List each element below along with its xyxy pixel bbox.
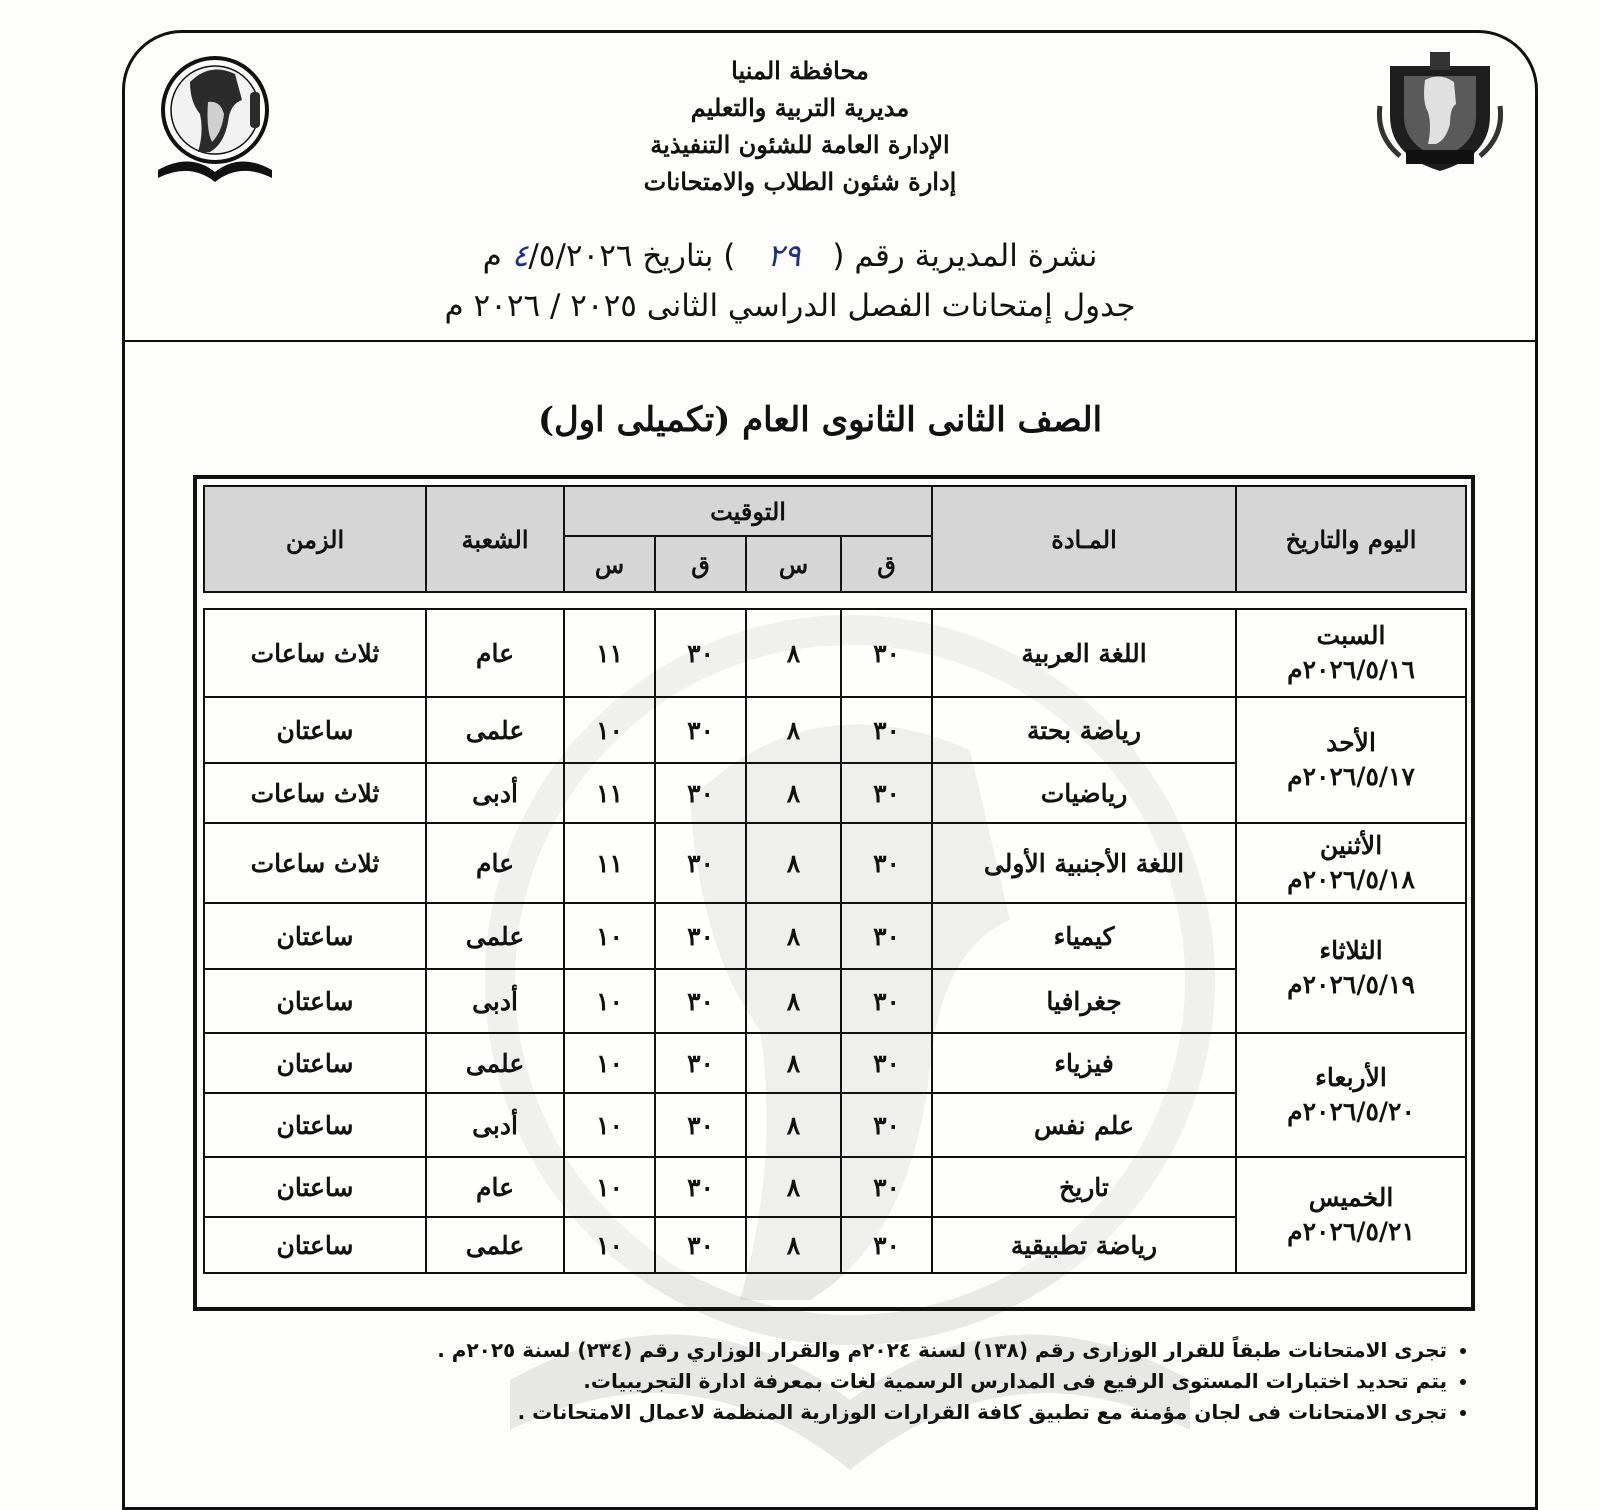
subject-cell: كيمياء	[932, 903, 1236, 969]
start-hour-cell: ٨	[746, 1157, 841, 1217]
table-row	[204, 1033, 1466, 1093]
header-subject: المـادة	[932, 486, 1236, 592]
header-timing: التوقيت	[564, 486, 932, 536]
duration-cell: ساعتان	[204, 903, 426, 969]
end-hour-cell: ١٠	[564, 1157, 655, 1217]
header-divider	[124, 340, 1536, 342]
day-date-cell	[1236, 609, 1466, 697]
subject-cell: تاريخ	[932, 1157, 1236, 1217]
org-line-governorate: محافظة المنيا	[731, 56, 869, 85]
end-hour-cell: ١١	[564, 763, 655, 823]
table-row	[204, 609, 1466, 697]
duration-cell: ساعتان	[204, 697, 426, 763]
end-minutes-cell: ٣٠	[655, 1033, 746, 1093]
table-row	[204, 903, 1466, 969]
start-hour-cell: ٨	[746, 1033, 841, 1093]
org-line-general-admin: الإدارة العامة للشئون التنفيذية	[650, 130, 950, 159]
day-name: السبت	[1316, 621, 1386, 650]
end-hour-cell: ١٠	[564, 1033, 655, 1093]
start-minutes-cell: ٣٠	[841, 1157, 932, 1217]
day-date-cell	[1236, 1157, 1466, 1273]
table-row	[204, 823, 1466, 903]
bulletin-day: ٤	[511, 238, 529, 274]
header-end-hour: س	[564, 536, 655, 592]
end-hour-cell: ١٠	[564, 969, 655, 1033]
day-date-cell	[1236, 1033, 1466, 1157]
end-minutes-cell: ٣٠	[655, 969, 746, 1033]
bulletin-prefix: نشرة المديرية رقم (	[832, 238, 1098, 274]
start-hour-cell: ٨	[746, 609, 841, 697]
subject-cell: اللغة الأجنبية الأولى	[932, 823, 1236, 903]
subject-cell: علم نفس	[932, 1093, 1236, 1157]
start-minutes-cell: ٣٠	[841, 1093, 932, 1157]
header-duration: الزمن	[204, 486, 426, 592]
start-minutes-cell: ٣٠	[841, 1217, 932, 1273]
organization-header	[500, 52, 1100, 200]
duration-cell: ساعتان	[204, 1033, 426, 1093]
branch-cell: أدبى	[426, 1093, 564, 1157]
duration-cell: ساعتان	[204, 969, 426, 1033]
duration-cell: ثلاث ساعات	[204, 823, 426, 903]
day-name: الأحد	[1326, 728, 1376, 757]
day-date-cell	[1236, 903, 1466, 1033]
header-start-minutes: ق	[841, 536, 932, 592]
grade-title: الصف الثانى الثانوى العام (تكميلى اول)	[537, 400, 1103, 440]
day-date-cell	[1236, 697, 1466, 823]
end-hour-cell: ١٠	[564, 1093, 655, 1157]
org-line-directorate: مديرية التربية والتعليم	[690, 93, 910, 122]
table-row	[204, 697, 1466, 763]
start-hour-cell: ٨	[746, 969, 841, 1033]
start-hour-cell: ٨	[746, 1093, 841, 1157]
subject-cell: اللغة العربية	[932, 609, 1236, 697]
schedule-title: جدول إمتحانات الفصل الدراسي الثانى ٢٠٢٥ / ٢٠٢٦ م	[444, 288, 1136, 324]
branch-cell: أدبى	[426, 969, 564, 1033]
day-name: الأربعاء	[1315, 1063, 1387, 1092]
branch-cell: أدبى	[426, 763, 564, 823]
header-day-date: اليوم والتاريخ	[1236, 486, 1466, 592]
branch-cell: علمى	[426, 1033, 564, 1093]
org-line-exams-admin: إدارة شئون الطلاب والامتحانات	[643, 167, 957, 196]
day-name: الأثنين	[1319, 831, 1383, 860]
duration-cell: ثلاث ساعات	[204, 763, 426, 823]
end-minutes-cell: ٣٠	[655, 1217, 746, 1273]
end-minutes-cell: ٣٠	[655, 1157, 746, 1217]
subject-cell: رياضة بحتة	[932, 697, 1236, 763]
header-start-hour: س	[746, 536, 841, 592]
subject-cell: رياضة تطبيقية	[932, 1217, 1236, 1273]
end-hour-cell: ١٠	[564, 697, 655, 763]
table-row	[204, 1157, 1466, 1217]
start-hour-cell: ٨	[746, 903, 841, 969]
end-hour-cell: ١١	[564, 823, 655, 903]
start-minutes-cell: ٣٠	[841, 1033, 932, 1093]
day-date: ٢٠٢٦/٥/٢٠م	[1287, 1097, 1415, 1126]
duration-cell: ساعتان	[204, 1217, 426, 1273]
start-minutes-cell: ٣٠	[841, 609, 932, 697]
subject-cell: جغرافيا	[932, 969, 1236, 1033]
day-date: ٢٠٢٦/٥/١٨م	[1287, 865, 1415, 894]
subject-cell: رياضيات	[932, 763, 1236, 823]
day-name: الخميس	[1308, 1183, 1394, 1212]
start-minutes-cell: ٣٠	[841, 763, 932, 823]
day-date: ٢٠٢٦/٥/١٦م	[1287, 655, 1415, 684]
header-branch: الشعبة	[426, 486, 564, 592]
start-minutes-cell: ٣٠	[841, 903, 932, 969]
end-minutes-cell: ٣٠	[655, 763, 746, 823]
branch-cell: علمى	[426, 903, 564, 969]
end-hour-cell: ١٠	[564, 1217, 655, 1273]
end-minutes-cell: ٣٠	[655, 609, 746, 697]
notes	[420, 1335, 1475, 1428]
start-minutes-cell: ٣٠	[841, 697, 932, 763]
start-minutes-cell: ٣٠	[841, 969, 932, 1033]
duration-cell: ساعتان	[204, 1093, 426, 1157]
branch-cell: عام	[426, 609, 564, 697]
note-item: • تجرى الامتحانات فى لجان مؤمنة مع تطبيق كافة القرارات الوزارية المنظمة لاعمال الامتحانات .	[420, 1397, 1447, 1428]
end-minutes-cell: ٣٠	[655, 823, 746, 903]
bulletin-date: /٥/٢٠٢٦ م	[482, 238, 633, 274]
bulletin-middle: ) بتاريخ	[642, 238, 736, 274]
note-item: • تجرى الامتحانات طبقاً للقرار الوزارى رقم (١٣٨) لسنة ٢٠٢٤م والقرار الوزاري رقم (٢٣٤) لسنة ٢٠٢٥م .	[420, 1335, 1447, 1366]
bulletin-number: ٢٩	[767, 238, 801, 274]
bulletin-line	[380, 236, 1200, 276]
day-date-cell	[1236, 823, 1466, 903]
start-hour-cell: ٨	[746, 823, 841, 903]
end-minutes-cell: ٣٠	[655, 903, 746, 969]
end-minutes-cell: ٣٠	[655, 1093, 746, 1157]
duration-cell: ثلاث ساعات	[204, 609, 426, 697]
schedule-table-header	[203, 485, 1467, 593]
end-hour-cell: ١٠	[564, 903, 655, 969]
branch-cell: عام	[426, 1157, 564, 1217]
header-end-minutes: ق	[655, 536, 746, 592]
branch-cell: علمى	[426, 1217, 564, 1273]
start-hour-cell: ٨	[746, 1217, 841, 1273]
note-item: • يتم تحديد اختبارات المستوى الرفيع فى المدارس الرسمية لغات بمعرفة ادارة التجريبيات.	[420, 1366, 1447, 1397]
governorate-crest	[1370, 46, 1510, 176]
branch-cell: عام	[426, 823, 564, 903]
schedule-table-body	[203, 608, 1467, 1274]
start-hour-cell: ٨	[746, 763, 841, 823]
subject-cell: فيزياء	[932, 1033, 1236, 1093]
start-minutes-cell: ٣٠	[841, 823, 932, 903]
end-hour-cell: ١١	[564, 609, 655, 697]
day-name: الثلاثاء	[1319, 936, 1383, 965]
day-date: ٢٠٢٦/٥/٢١م	[1287, 1217, 1415, 1246]
start-hour-cell: ٨	[746, 697, 841, 763]
day-date: ٢٠٢٦/٥/١٩م	[1287, 970, 1415, 999]
duration-cell: ساعتان	[204, 1157, 426, 1217]
day-date: ٢٠٢٦/٥/١٧م	[1287, 762, 1415, 791]
end-minutes-cell: ٣٠	[655, 697, 746, 763]
branch-cell: علمى	[426, 697, 564, 763]
directorate-logo	[150, 52, 280, 192]
